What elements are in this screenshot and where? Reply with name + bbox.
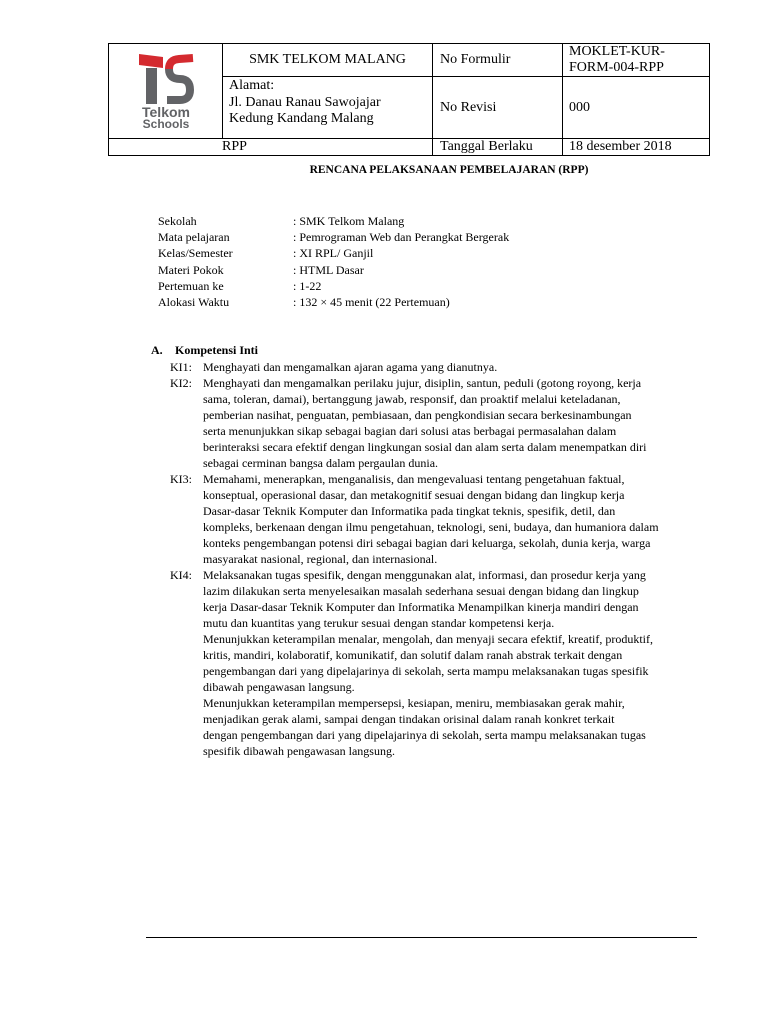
identity-label: Mata pelajaran (158, 230, 230, 245)
identity-label: Alokasi Waktu (158, 295, 230, 310)
ki-line: serta menunjukkan sikap sebagai bagian dari solusi atas berbagai permasalahan dalam (203, 424, 617, 438)
lesson-identity-block (158, 213, 509, 310)
ki-line: mutu dan kuantitas yang terukur sesuai dengan standar kompetensi kerja. (203, 616, 555, 630)
ki-line: sebagai cerminan bangsa dalam pergaulan dunia. (203, 456, 439, 470)
identity-value: : Pemrograman Web dan Perangkat Bergerak (293, 230, 510, 245)
identity-row (158, 262, 509, 278)
logo-cell (109, 44, 223, 139)
ki-text (203, 471, 659, 567)
ki-line: berinteraksi secara efektif dengan lingkungan sosial dan alam serta dalam menempatkan diri (203, 440, 647, 454)
section-marker: A. (151, 343, 163, 357)
document-type: RPP (109, 139, 433, 156)
identity-value: : XI RPL/ Ganjil (293, 246, 374, 261)
revision-value: 000 (563, 77, 710, 139)
section-a-heading (151, 342, 258, 358)
logo-text-telkom: Telkom (141, 104, 190, 120)
ki-label: KI4: (170, 568, 192, 582)
logo-red-curve (169, 58, 193, 69)
ki-line: sama, toleran, damai), bertanggung jawab, responsif, dan proaktif melalui keteladanan, (203, 392, 621, 406)
document-header-table (108, 43, 710, 156)
form-number-value (563, 44, 710, 77)
ki-text (203, 359, 497, 375)
effective-date-value: 18 desember 2018 (563, 139, 710, 156)
logo-text-schools: Schools (142, 117, 189, 130)
effective-date-label: Tanggal Berlaku (433, 139, 563, 156)
identity-row (158, 278, 509, 294)
ki-line: pemberian nasihat, penguatan, pembiasaan, dan pengkondisian secara berkesinambungan (203, 408, 632, 422)
ki-line: Dasar-dasar Teknik Komputer dan Informatika pada tingkat teknis, spesifik, detil, dan (203, 504, 616, 518)
ki-item (170, 375, 659, 471)
address-line: Kedung Kandang Malang (229, 111, 374, 126)
form-number-line: FORM-004-RPP (569, 60, 664, 75)
identity-row (158, 213, 509, 229)
ki-line: Menghayati dan mengamalkan perilaku jujur, disiplin, santun, peduli (gotong royong, kerja (203, 376, 642, 390)
footer-divider (146, 937, 697, 938)
identity-row (158, 245, 509, 261)
identity-row (158, 294, 509, 310)
form-number-line: MOKLET-KUR- (569, 44, 665, 59)
revision-label: No Revisi (433, 77, 563, 139)
address-line: Jl. Danau Ranau Sawojajar (229, 94, 381, 110)
section-title: Kompetensi Inti (175, 343, 259, 357)
ki-line: Menunjukkan keterampilan mempersepsi, kesiapan, meniru, membiasakan gerak mahir, (203, 696, 625, 710)
logo-gray-curve (167, 69, 190, 100)
document-title: RENCANA PELAKSANAAN PEMBELAJARAN (RPP) (309, 164, 589, 176)
identity-value: : HTML Dasar (293, 262, 364, 277)
identity-value: : 132 × 45 menit (22 Pertemuan) (293, 295, 450, 310)
identity-row (158, 229, 509, 245)
ki-line: lazim dilakukan serta menyelesaikan masalah sederhana sesuai dengan bidang dan lingkup (203, 584, 639, 598)
address-line: Alamat: (229, 78, 275, 93)
ki-text (203, 375, 647, 471)
ki-line: kritis, mandiri, kolaboratif, komunikatif, dan solutif dalam ranah abstrak terkait dengan (203, 648, 623, 662)
ki-line: Menunjukkan keterampilan menalar, mengolah, dan menyaji secara efektif, kreatif, produktif, (203, 632, 654, 646)
ki-line: Memahami, menerapkan, menganalisis, dan mengevaluasi tentang pengetahuan faktual, (203, 472, 625, 486)
school-name: SMK TELKOM MALANG (223, 44, 433, 77)
identity-label: Sekolah (158, 214, 197, 228)
ki-line: pengembangan dari yang dipelajarinya di sekolah, serta mampu melaksanakan tugas spesifik (203, 664, 649, 678)
ki-line: dibawah pengawasan langsung. (203, 680, 355, 694)
ki-line: masyarakat nasional, regional, dan internasional. (203, 552, 438, 566)
identity-value: : SMK Telkom Malang (293, 214, 405, 228)
identity-label: Kelas/Semester (158, 246, 233, 261)
ki-line: konteks pengembangan potensi diri sebagai bagian dari keluarga, sekolah, dunia kerja, warga (203, 536, 651, 550)
ki-line: kompleks, berkenaan dengan ilmu pengetahuan, teknologi, seni, budaya, dan humaniora dalam (203, 520, 659, 534)
ki-line: kerja Dasar-dasar Teknik Komputer dan Informatika Menampilkan kinerja mandiri dengan (203, 600, 639, 614)
ki-line: dengan pengembangan dari yang dipelajarinya di sekolah, serta mampu melaksanakan tugas (203, 728, 646, 742)
core-competency-list (170, 359, 659, 759)
telkom-schools-logo (138, 52, 194, 130)
ki-label: KI1: (170, 360, 192, 374)
ki-line: Menghayati dan mengamalkan ajaran agama yang dianutnya. (203, 360, 498, 374)
ki-line: menjadikan gerak alami, sampai dengan tindakan orisinal dalam ranah konkret terkait (203, 712, 615, 726)
identity-label: Pertemuan ke (158, 278, 224, 293)
ki-item (170, 359, 659, 375)
ki-text (203, 567, 653, 759)
logo-gray-stem (146, 68, 157, 104)
form-number-label: No Formulir (433, 44, 563, 77)
identity-value: : 1-22 (293, 278, 322, 293)
identity-label: Materi Pokok (158, 262, 224, 277)
ki-item (170, 471, 659, 567)
logo-red-left-shape (139, 54, 163, 68)
ki-item (170, 567, 659, 759)
ki-line: Melaksanakan tugas spesifik, dengan menggunakan alat, informasi, dan prosedur kerja yang (203, 568, 646, 582)
ki-label: KI3: (170, 472, 192, 486)
school-address (223, 77, 433, 139)
ki-line: spesifik dibawah pengawasan langsung. (203, 744, 395, 758)
ki-line: konseptual, operasional dasar, dan metakognitif sesuai dengan bidang dan lingkup kerja (203, 488, 625, 502)
ki-label: KI2: (170, 376, 192, 390)
